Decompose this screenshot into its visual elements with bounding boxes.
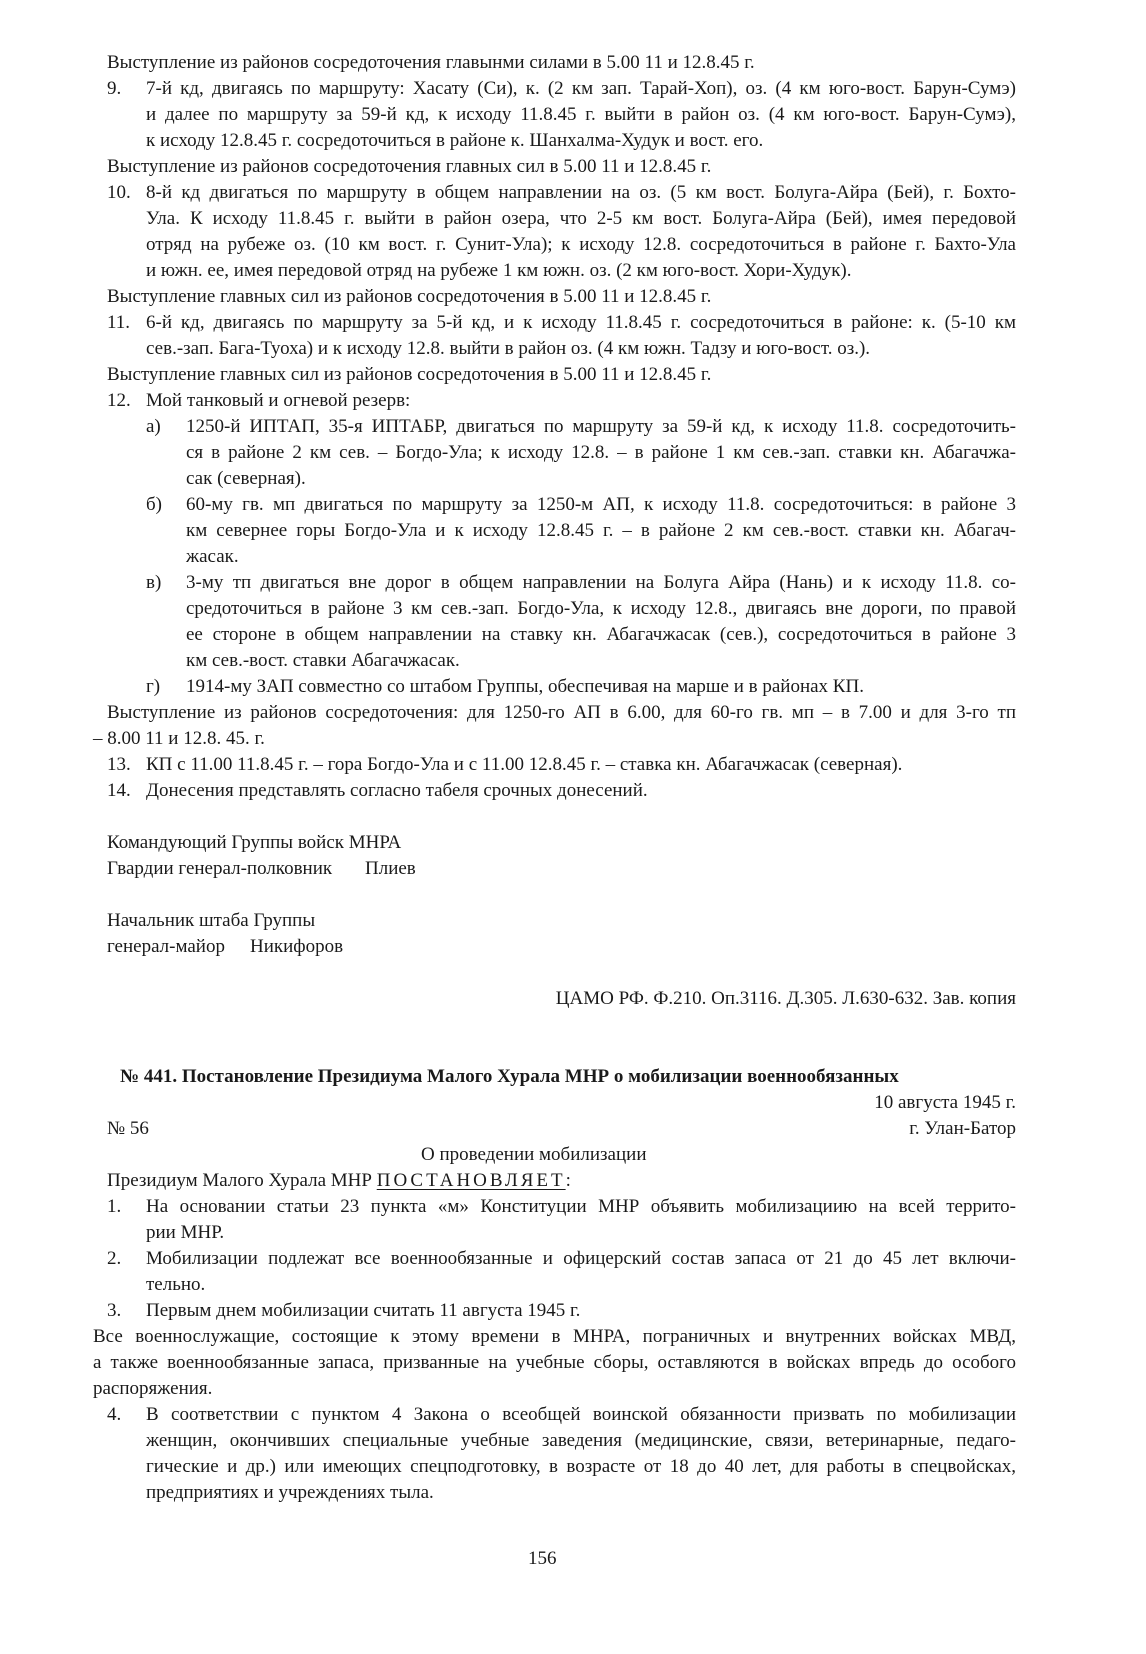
doc-item-2-line-2: тельно. [146, 1274, 206, 1295]
item-11-number: 11. [107, 312, 131, 333]
doc-paragraph-line-1: Все военнослужащие, состоящие к этому времени в МНРА, пограничных и внутренних войсках МВД, [93, 1326, 1016, 1347]
paragraph-after-11: Выступление главных сил из районов сосредоточения в 5.00 11 и 12.8.45 г. [107, 364, 712, 385]
doc-item-2-line-1: Мобилизации подлежат все военнообязанные и офицерский состав запаса от 21 до 45 лет включи- [146, 1248, 1016, 1269]
sub-v-line-4: км сев.-вост. ставки Абагачжасак. [186, 650, 460, 671]
sub-a-label: а) [146, 416, 161, 437]
item-12-number: 12. [107, 390, 131, 411]
signature-1-title: Командующий Группы войск МНРА [107, 832, 402, 853]
sub-v-label: в) [146, 572, 162, 593]
paragraph-after-9: Выступление из районов сосредоточения главных сил в 5.00 11 и 12.8.45 г. [107, 156, 712, 177]
sub-b-line-2: км севернее горы Богдо-Ула и к исходу 12.8.45 г. – в районе 2 км сев.-вост. ставки кн. Абагач- [186, 520, 1016, 541]
document-heading: № 441. Постановление Президиума Малого Хурала МНР о мобилизации военнообязанных [120, 1066, 899, 1087]
item-13-text: КП с 11.00 11.8.45 г. – гора Богдо-Ула и с 11.00 12.8.45 г. – ставка кн. Абагачжасак (северная). [146, 754, 903, 775]
item-10-line-1: 8-й кд двигаться по маршруту в общем направлении на оз. (5 км вост. Болуга-Айра (Бей), г. Бохто- [146, 182, 1016, 203]
doc-paragraph-line-3: распоряжения. [93, 1378, 213, 1399]
sub-b-line-1: 60-му гв. мп двигаться по маршруту за 1250-м АП, к исходу 11.8. сосредоточиться: в районе 3 [186, 494, 1016, 515]
item-9-line-3: к исходу 12.8.45 г. сосредоточиться в районе к. Шанхалма-Худук и вост. его. [146, 130, 764, 151]
doc-item-3-text: Первым днем мобилизации считать 11 августа 1945 г. [146, 1300, 581, 1321]
doc-paragraph-line-2: а также военнообязанные запаса, призванные на учебные сборы, оставляются в войсках впредь до особого [93, 1352, 1016, 1373]
doc-item-4-line-4: предприятиях и учреждениях тыла. [146, 1482, 434, 1503]
item-12-text: Мой танковый и огневой резерв: [146, 390, 411, 411]
paragraph-after-12-line-1: Выступление из районов сосредоточения: для 1250-го АП в 6.00, для 60-го гв. мп – в 7.00 и для 3-го тп [107, 702, 1016, 723]
document-subtitle: О проведении мобилизации [421, 1144, 647, 1165]
item-11-line-1: 6-й кд, двигаясь по маршруту за 5-й кд, и к исходу 11.8.45 г. сосредоточиться в районе: к. (5-10 км [146, 312, 1016, 333]
item-9-line-1: 7-й кд, двигаясь по маршруту: Хасату (Си), к. (2 км зап. Тарай-Хоп), оз. (4 км юго-вост. Барун-Сумэ) [146, 78, 1016, 99]
item-10-line-2: Ула. К исходу 11.8.45 г. выйти в район озера, что 2-5 км вост. Болуга-Айра (Бей), имея передовой [146, 208, 1016, 229]
page-number: 156 [528, 1548, 557, 1569]
item-14-number: 14. [107, 780, 131, 801]
document-place: г. Улан-Батор [909, 1118, 1016, 1139]
item-11-line-2: сев.-зап. Бага-Туоха) и к исходу 12.8. выйти в район оз. (4 км южн. Тадзу и юго-вост. оз.). [146, 338, 871, 359]
paragraph-intro: Выступление из районов сосредоточения главынми силами в 5.00 11 и 12.8.45 г. [107, 52, 755, 73]
decree-preamble: Президиум Малого Хурала МНР [107, 1170, 372, 1191]
sub-b-line-3: жасак. [186, 546, 239, 567]
item-14-text: Донесения представлять согласно табеля срочных донесений. [146, 780, 648, 801]
item-13-number: 13. [107, 754, 131, 775]
paragraph-after-10: Выступление главных сил из районов сосредоточения в 5.00 11 и 12.8.45 г. [107, 286, 712, 307]
sub-a-line-3: сак (северная). [186, 468, 306, 489]
sub-g-label: г) [146, 676, 161, 697]
sub-a-line-2: ся в районе 2 км сев. – Богдо-Ула; к исходу 12.8. – в районе 1 км сев.-зап. ставки кн. Абагачжа- [186, 442, 1016, 463]
signature-2-title: Начальник штаба Группы [107, 910, 316, 931]
sub-a-line-1: 1250-й ИПТАП, 35-я ИПТАБР, двигаться по маршруту за 59-й кд, к исходу 11.8. сосредоточить- [186, 416, 1016, 437]
signature-1-rank: Гвардии генерал-полковник [107, 858, 333, 879]
paragraph-after-12-line-2: – 8.00 11 и 12.8. 45. г. [93, 728, 265, 749]
doc-item-3-number: 3. [107, 1300, 122, 1321]
signature-2-rank: генерал-майор [107, 936, 225, 957]
doc-item-4-line-2: женщин, окончивших специальные учебные заведения (медицинские, связи, ветеринарные, педаго- [146, 1430, 1016, 1451]
sub-g-text: 1914-му ЗАП совместно со штабом Группы, обеспечивая на марше и в районах КП. [186, 676, 864, 697]
sub-v-line-3: ее стороне в общем направлении на ставку кн. Абагачжасак (сев.), сосредоточиться в районе 3 [186, 624, 1016, 645]
decree-line [107, 1168, 571, 1194]
document-date: 10 августа 1945 г. [874, 1092, 1016, 1113]
doc-item-4-line-3: гические и др.) или имеющих спецподготовку, в возрасте от 18 до 40 лет, для работы в спецвойсках, [146, 1456, 1016, 1477]
signature-2-name: Никифоров [250, 936, 344, 957]
doc-item-1-number: 1. [107, 1196, 122, 1217]
sub-v-line-1: 3-му тп двигаться вне дорог в общем направлении на Болуга Айра (Нань) и к исходу 11.8. со- [186, 572, 1016, 593]
item-10-number: 10. [107, 182, 131, 203]
doc-item-4-line-1: В соответствии с пунктом 4 Закона о всеобщей воинской обязанности призвать по мобилизации [146, 1404, 1016, 1425]
doc-item-4-number: 4. [107, 1404, 122, 1425]
decree-word: ПОСТАНОВЛЯЕТ [376, 1170, 566, 1191]
doc-item-1-line-1: На основании статьи 23 пункта «м» Конституции МНР объявить мобилизациию на всей террито- [146, 1196, 1016, 1217]
signature-1-name: Плиев [365, 858, 416, 879]
doc-item-2-number: 2. [107, 1248, 122, 1269]
item-9-line-2: и далее по маршруту за 59-й кд, к исходу 11.8.45 г. выйти в район оз. (4 км юго-вост. Барун-Сумэ), [146, 104, 1016, 125]
document-number: № 56 [107, 1118, 149, 1139]
doc-item-1-line-2: рии МНР. [146, 1222, 225, 1243]
archive-source: ЦАМО РФ. Ф.210. Оп.3116. Д.305. Л.630-632. Зав. копия [555, 988, 1016, 1009]
item-10-line-4: и южн. ее, имея передовой отряд на рубеже 1 км южн. оз. (2 км юго-вост. Хори-Худук). [146, 260, 852, 281]
item-10-line-3: отряд на рубеже оз. (10 км вост. г. Сунит-Ула); к исходу 12.8. сосредоточиться в районе г. Бахто-Ула [146, 234, 1016, 255]
decree-colon: : [565, 1170, 571, 1191]
sub-b-label: б) [146, 494, 162, 515]
item-9-number: 9. [107, 78, 122, 99]
sub-v-line-2: средоточиться в районе 3 км сев.-зап. Богдо-Ула, к исходу 12.8., двигаясь вне дороги, по правой [186, 598, 1016, 619]
